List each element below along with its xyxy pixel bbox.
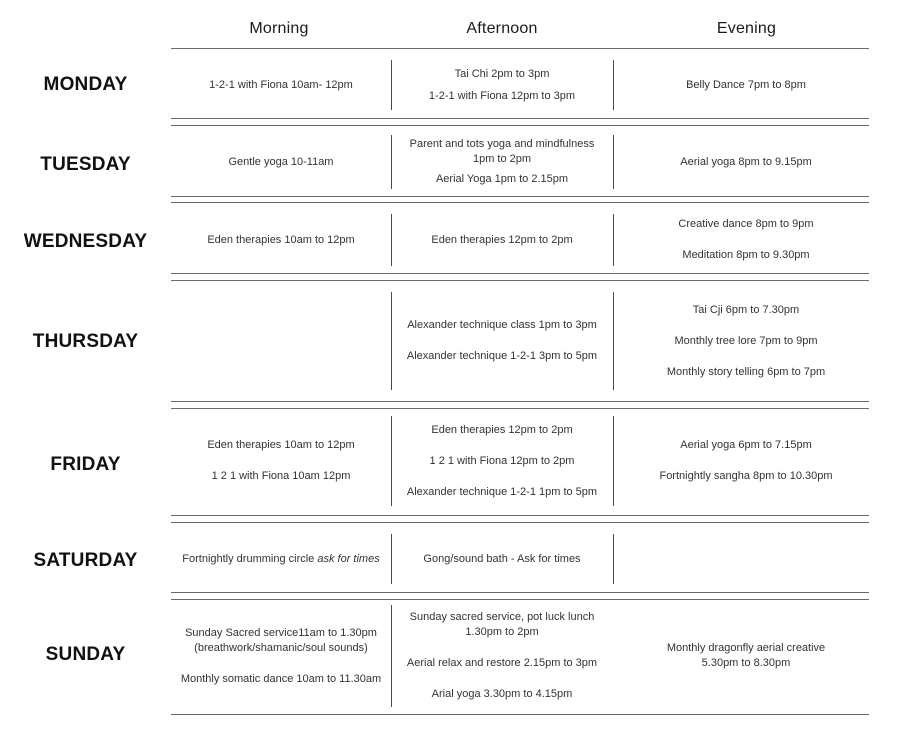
schedule-entry: Sunday sacred service, pot luck lunch bbox=[409, 611, 595, 623]
schedule-entry: Sunday Sacred service11am to 1.30pm bbox=[185, 626, 377, 639]
schedule-entry: Aerial relax and restore 2.15pm to 3pm bbox=[406, 657, 598, 669]
divider bbox=[171, 515, 869, 516]
divider bbox=[171, 592, 869, 593]
schedule-entry: 1 2 1 with Fiona 12pm to 2pm bbox=[429, 454, 575, 467]
thursday-morning bbox=[171, 292, 391, 390]
schedule-entry: Meditation 8pm to 9.30pm bbox=[682, 249, 810, 261]
schedule-entry: 1pm to 2pm bbox=[472, 153, 532, 165]
monday-evening bbox=[613, 60, 879, 110]
divider bbox=[171, 273, 869, 274]
schedule-entry: Alexander technique class 1pm to 3pm bbox=[407, 319, 597, 331]
day-label-sunday: SUNDAY bbox=[45, 644, 126, 665]
saturday-morning bbox=[171, 534, 391, 584]
schedule-entry: Monthly tree lore 7pm to 9pm bbox=[674, 334, 818, 347]
tuesday-evening bbox=[613, 135, 879, 189]
schedule-entry: Monthly dragonfly aerial creative bbox=[666, 642, 826, 654]
day-label-wednesday: WEDNESDAY bbox=[23, 231, 148, 252]
friday-morning bbox=[171, 416, 391, 506]
schedule-entry: Gentle yoga 10-11am bbox=[228, 155, 334, 168]
entry-note: ask for times bbox=[317, 552, 380, 565]
divider bbox=[171, 714, 869, 715]
schedule-entry: Parent and tots yoga and mindfulness bbox=[409, 138, 595, 150]
sunday-morning bbox=[171, 605, 391, 707]
row-tuesday bbox=[0, 125, 911, 196]
schedule-entry: Eden therapies 12pm to 2pm bbox=[431, 423, 573, 436]
header-afternoon: Afternoon bbox=[466, 20, 538, 37]
divider bbox=[171, 118, 869, 119]
schedule-entry: 1-2-1 with Fiona 12pm to 3pm bbox=[428, 89, 576, 102]
wednesday-evening bbox=[613, 210, 879, 270]
schedule-entry: Tai Cji 6pm to 7.30pm bbox=[692, 303, 800, 316]
schedule-entry: Eden therapies 12pm to 2pm bbox=[431, 233, 573, 246]
divider bbox=[171, 401, 869, 402]
schedule-entry: (breathwork/shamanic/soul sounds) bbox=[194, 641, 368, 654]
sunday-afternoon bbox=[391, 605, 613, 707]
schedule-entry: Creative dance 8pm to 9pm bbox=[678, 218, 814, 230]
friday-afternoon bbox=[391, 416, 613, 506]
schedule-entry: 1 2 1 with Fiona 10am 12pm bbox=[211, 470, 351, 482]
schedule-entry bbox=[182, 552, 379, 567]
schedule-entry: Arial yoga 3.30pm to 4.15pm bbox=[431, 688, 573, 700]
wednesday-morning bbox=[171, 214, 391, 266]
row-sunday bbox=[0, 599, 911, 714]
day-label-saturday: SATURDAY bbox=[33, 550, 138, 571]
friday-evening bbox=[613, 416, 879, 506]
schedule-entry: Monthly somatic dance 10am to 11.30am bbox=[180, 672, 382, 685]
tuesday-afternoon bbox=[391, 135, 613, 189]
thursday-afternoon bbox=[391, 292, 613, 390]
schedule-entry: Aerial yoga 8pm to 9.15pm bbox=[680, 155, 812, 168]
row-monday bbox=[0, 48, 911, 118]
saturday-afternoon bbox=[391, 534, 613, 584]
saturday-evening bbox=[613, 534, 879, 584]
day-label-monday: MONDAY bbox=[43, 74, 128, 95]
schedule-entry: Fortnightly sangha 8pm to 10.30pm bbox=[659, 470, 833, 482]
schedule-entry: 5.30pm to 8.30pm bbox=[701, 657, 791, 669]
day-label-thursday: THURSDAY bbox=[32, 331, 139, 352]
row-thursday bbox=[0, 280, 911, 401]
row-friday bbox=[0, 408, 911, 515]
schedule-entry: Belly Dance 7pm to 8pm bbox=[686, 78, 806, 91]
row-saturday bbox=[0, 522, 911, 592]
thursday-evening bbox=[613, 292, 879, 390]
entry-text: Fortnightly drumming circle bbox=[182, 552, 318, 565]
header-morning: Morning bbox=[249, 20, 309, 37]
schedule-entry: Eden therapies 10am to 12pm bbox=[207, 233, 355, 246]
day-label-tuesday: TUESDAY bbox=[40, 154, 131, 175]
divider bbox=[171, 196, 869, 197]
monday-morning bbox=[171, 60, 391, 110]
schedule-entry: Aerial Yoga 1pm to 2.15pm bbox=[435, 173, 569, 185]
schedule-entry: Gong/sound bath - Ask for times bbox=[423, 552, 581, 565]
schedule-entry: Aerial yoga 6pm to 7.15pm bbox=[680, 439, 812, 451]
monday-afternoon bbox=[391, 60, 613, 110]
sunday-evening bbox=[613, 605, 879, 707]
header-evening: Evening bbox=[716, 20, 777, 37]
row-wednesday bbox=[0, 202, 911, 273]
schedule-entry: Alexander technique 1-2-1 3pm to 5pm bbox=[406, 350, 598, 362]
schedule-entry: 1-2-1 with Fiona 10am- 12pm bbox=[209, 78, 353, 91]
schedule-entry: Alexander technique 1-2-1 1pm to 5pm bbox=[406, 485, 598, 498]
schedule-entry: 1.30pm to 2pm bbox=[465, 626, 539, 638]
tuesday-morning bbox=[171, 135, 391, 189]
schedule-entry: Monthly story telling 6pm to 7pm bbox=[666, 365, 826, 378]
day-label-friday: FRIDAY bbox=[50, 454, 121, 475]
schedule-entry: Tai Chi 2pm to 3pm bbox=[454, 67, 550, 80]
wednesday-afternoon bbox=[391, 214, 613, 266]
schedule-entry: Eden therapies 10am to 12pm bbox=[207, 439, 355, 451]
